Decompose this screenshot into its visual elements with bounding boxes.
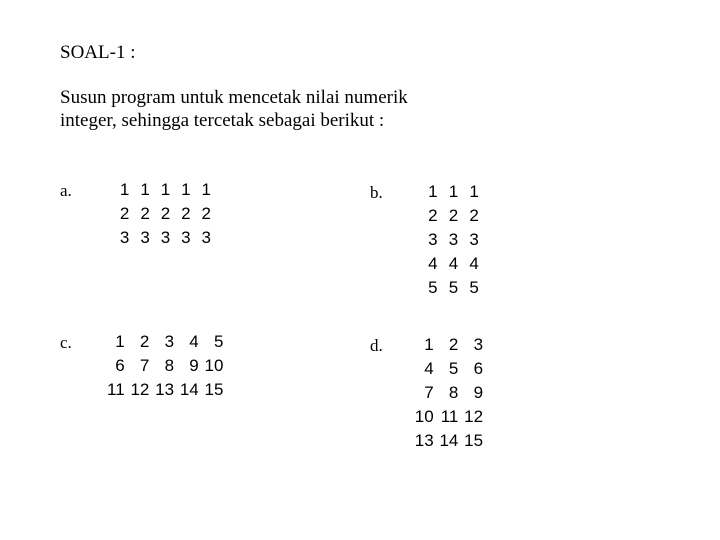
- question-line-2: integer, sehingga tercetak sebagai berikut :: [60, 110, 385, 131]
- number-cell: 8: [164, 356, 175, 375]
- number-row: [100, 354, 223, 378]
- page-title: SOAL-1 :: [60, 42, 136, 63]
- number-row: [100, 330, 223, 354]
- number-row: [409, 381, 483, 405]
- number-cell: 2: [469, 206, 479, 225]
- number-cell: 15: [464, 431, 484, 450]
- number-cell: 2: [140, 204, 150, 223]
- number-cell: 1: [201, 180, 211, 199]
- question-line-1: Susun program untuk mencetak nilai numerik: [60, 87, 408, 108]
- number-cell: 3: [428, 230, 438, 249]
- item-b-label: b.: [370, 183, 383, 202]
- number-cell: 4: [428, 254, 438, 273]
- number-row: [409, 405, 483, 429]
- number-cell: 1: [469, 182, 479, 201]
- number-cell: 4: [424, 359, 434, 378]
- number-cell: 3: [201, 228, 211, 247]
- number-cell: 5: [448, 359, 459, 378]
- number-row: [409, 429, 483, 453]
- item-c-number-grid: [100, 330, 223, 402]
- number-cell: 4: [469, 254, 479, 273]
- number-cell: 3: [164, 332, 175, 351]
- number-cell: 1: [448, 182, 459, 201]
- number-row: [417, 276, 479, 300]
- number-cell: 11: [107, 380, 125, 399]
- number-cell: 14: [439, 431, 459, 450]
- number-row: [109, 202, 211, 226]
- item-a-number-grid: [109, 178, 211, 250]
- number-cell: 12: [464, 407, 484, 426]
- number-cell: 1: [119, 180, 130, 199]
- number-cell: 9: [189, 356, 199, 375]
- number-cell: 10: [414, 407, 434, 426]
- number-cell: 1: [160, 180, 171, 199]
- number-cell: 10: [204, 356, 224, 375]
- number-row: [109, 226, 211, 250]
- number-cell: 2: [448, 335, 459, 354]
- number-cell: 7: [139, 356, 150, 375]
- question-text: [60, 86, 408, 132]
- number-cell: 2: [181, 204, 191, 223]
- number-cell: 2: [448, 206, 459, 225]
- number-cell: 15: [204, 380, 224, 399]
- number-cell: 2: [119, 204, 130, 223]
- number-cell: 5: [469, 278, 479, 297]
- item-c-label: c.: [60, 333, 72, 352]
- number-row: [417, 252, 479, 276]
- number-cell: 1: [424, 335, 434, 354]
- number-cell: 5: [428, 278, 438, 297]
- number-cell: 6: [473, 359, 484, 378]
- number-cell: 2: [139, 332, 150, 351]
- item-d-number-grid: [409, 333, 483, 453]
- number-cell: 5: [213, 332, 224, 351]
- item-d-label: d.: [370, 336, 383, 355]
- number-row: [409, 333, 483, 357]
- number-cell: 4: [448, 254, 459, 273]
- number-row: [100, 378, 223, 402]
- number-cell: 1: [140, 180, 150, 199]
- number-cell: 3: [469, 230, 479, 249]
- number-cell: 8: [448, 383, 459, 402]
- number-row: [417, 204, 479, 228]
- number-cell: 13: [155, 380, 175, 399]
- number-cell: 3: [160, 228, 171, 247]
- number-cell: 3: [181, 228, 191, 247]
- number-cell: 5: [448, 278, 459, 297]
- number-row: [417, 228, 479, 252]
- number-cell: 3: [140, 228, 150, 247]
- number-cell: 3: [473, 335, 484, 354]
- number-cell: 1: [428, 182, 438, 201]
- number-cell: 9: [473, 383, 484, 402]
- number-cell: 13: [414, 431, 434, 450]
- number-cell: 12: [130, 380, 150, 399]
- number-cell: 7: [424, 383, 434, 402]
- item-b-number-grid: [417, 180, 479, 300]
- number-cell: 11: [440, 407, 459, 426]
- number-row: [417, 180, 479, 204]
- number-cell: 1: [115, 332, 125, 351]
- number-cell: 4: [189, 332, 199, 351]
- number-cell: 2: [201, 204, 211, 223]
- number-row: [109, 178, 211, 202]
- number-cell: 3: [448, 230, 459, 249]
- number-row: [409, 357, 483, 381]
- number-cell: 1: [181, 180, 191, 199]
- number-cell: 2: [160, 204, 171, 223]
- number-cell: 14: [179, 380, 199, 399]
- number-cell: 6: [115, 356, 125, 375]
- number-cell: 2: [428, 206, 438, 225]
- item-a-label: a.: [60, 181, 72, 200]
- number-cell: 3: [119, 228, 130, 247]
